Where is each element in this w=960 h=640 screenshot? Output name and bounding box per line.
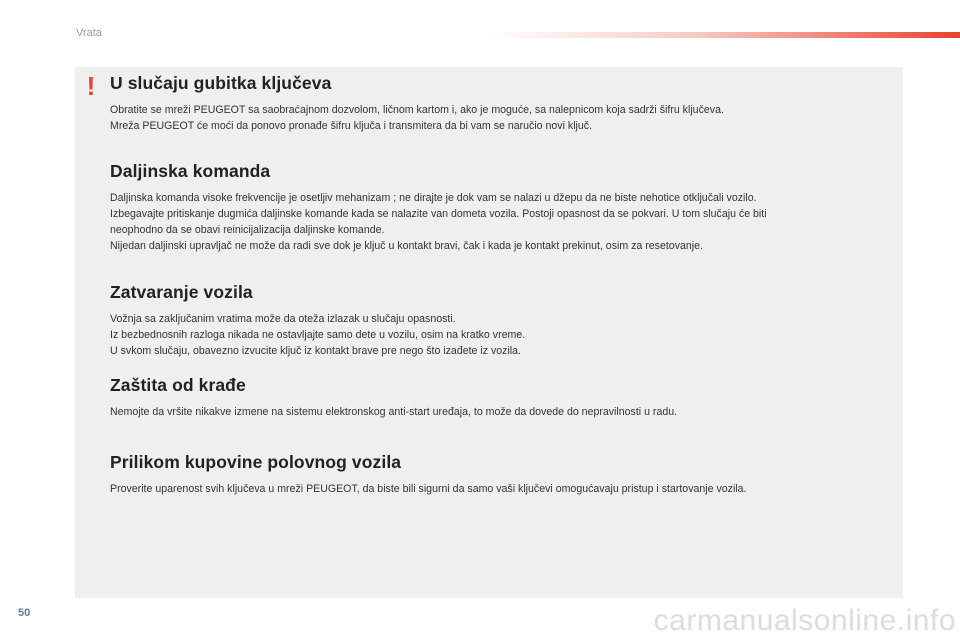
- section-text: [110, 190, 890, 254]
- section-title: Prilikom kupovine polovnog vozila: [110, 452, 402, 472]
- watermark-text: carmanualsonline.info: [653, 604, 956, 637]
- chapter-title: Vrata: [76, 27, 102, 39]
- exclamation-icon: !: [86, 70, 96, 101]
- text-line: Mreža PEUGEOT će moći da ponovo pronađe šifru ključa i transmitera da bi vam se naručio novi ključ.: [110, 120, 593, 132]
- section-text: [110, 481, 890, 497]
- section-used-vehicle: [110, 452, 890, 497]
- section-title: Daljinska komanda: [110, 161, 271, 181]
- section-lost-keys: [110, 73, 890, 134]
- text-line: Izbegavajte pritiskanje dugmića daljinske komande kada se nalazite van dometa vozila. Postoji opasnost da se pokvari. U tom slučaju će biti: [110, 208, 767, 220]
- text-line: neophodno da se obavi reinicijalizacija daljinske komande.: [110, 224, 385, 236]
- section-title: Zaštita od krađe: [110, 375, 246, 395]
- text-line: Obratite se mreži PEUGEOT sa saobraćajnom dozvolom, ličnom kartom i, ako je moguće, sa nalepnicom koja sadrži šifru ključeva.: [110, 104, 724, 116]
- text-line: Nijedan daljinski upravljač ne može da radi sve dok je ključ u kontakt bravi, čak i kada je kontakt prekinut, osim za resetovanje.: [110, 240, 703, 252]
- section-text: [110, 311, 890, 359]
- text-line: Iz bezbednosnih razloga nikada ne ostavljajte samo dete u vozilu, osim na kratko vreme.: [110, 329, 526, 341]
- header-accent-bar: [488, 32, 960, 38]
- text-line: Nemojte da vršite nikakve izmene na sistemu elektronskog anti-start uređaja, to može da dovede do nepravilnosti u radu.: [110, 406, 678, 418]
- section-locking-vehicle: [110, 282, 890, 359]
- section-text: [110, 102, 890, 134]
- section-title: Zatvaranje vozila: [110, 282, 253, 302]
- text-line: Vožnja sa zaključanim vratima može da oteža izlazak u slučaju opasnosti.: [110, 313, 456, 325]
- page-number: 50: [18, 607, 31, 619]
- section-remote-control: [110, 161, 890, 254]
- text-line: Proverite uparenost svih ključeva u mreži PEUGEOT, da biste bili sigurni da samo vaši ključevi omogućavaju pristup i startovanje vozila.: [110, 483, 747, 495]
- text-line: Daljinska komanda visoke frekvencije je osetljiv mehanizam ; ne dirajte je dok vam se nalazi u džepu da ne biste nehotice otključali vozilo.: [110, 192, 757, 204]
- text-line: U svkom slučaju, obavezno izvucite ključ iz kontakt brave pre nego što izađete iz vozila.: [110, 345, 521, 357]
- section-anti-theft: [110, 375, 890, 420]
- section-title: U slučaju gubitka ključeva: [110, 73, 332, 93]
- section-text: [110, 404, 890, 420]
